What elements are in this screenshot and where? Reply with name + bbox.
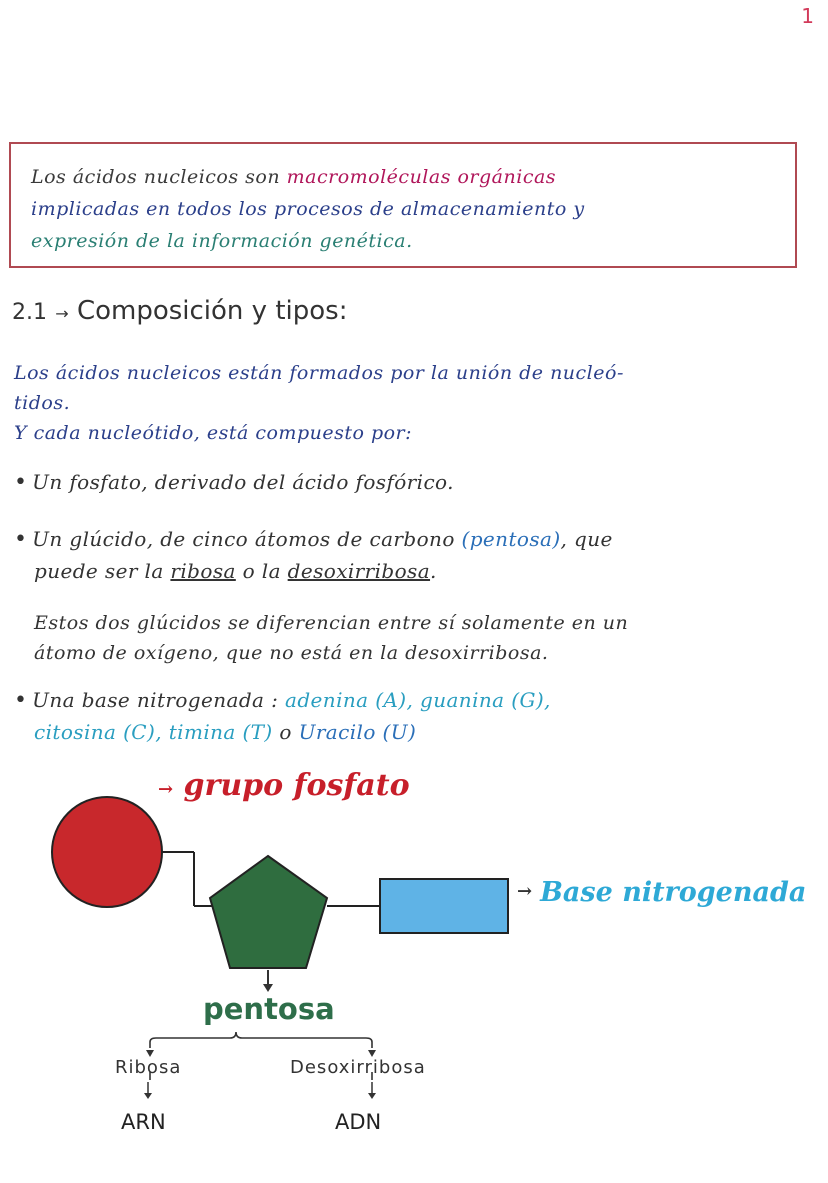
arrow-down-icon	[144, 1093, 152, 1099]
arrow-right-icon: →	[55, 304, 69, 323]
arrow-right-icon: →	[158, 779, 174, 800]
ribosa-label: Ribosa	[115, 1057, 182, 1078]
bullet-glucido	[14, 527, 613, 552]
arn-label: ARN	[121, 1110, 166, 1134]
bullet-text: Un fosfato, derivado del ácido fosfórico.	[32, 470, 454, 494]
bullet-text: o	[272, 720, 299, 744]
definition-highlight: macromoléculas orgánicas	[286, 166, 557, 188]
fosfato-circle	[52, 797, 162, 907]
bullet-text: Una base nitrogenada :	[32, 688, 286, 712]
page-number: 1	[801, 4, 814, 28]
bullet-dot: •	[14, 688, 27, 713]
note-line-2: átomo de oxígeno, que no está en la desoxirribosa.	[34, 642, 549, 664]
intro-line-2: tidos.	[14, 392, 71, 414]
bullet-text: puede ser la	[34, 559, 171, 583]
arrow-down-icon	[368, 1050, 376, 1057]
adn-label: ADN	[335, 1110, 382, 1134]
intro-line-1: Los ácidos nucleicos están formados por la unión de nucleó-	[14, 362, 624, 384]
small-arrows	[0, 1080, 828, 1110]
fosfato-label-text: grupo fosfato	[183, 768, 410, 803]
bullet-text: o la	[235, 559, 288, 583]
bullet-text: , que	[560, 527, 613, 551]
definition-line-3: expresión de la información genética.	[31, 230, 413, 252]
section-heading	[12, 296, 347, 326]
arrow-down-icon	[146, 1050, 154, 1057]
arrow-right-icon: →	[517, 881, 533, 902]
bullet-dot: •	[14, 527, 27, 552]
base-label	[517, 877, 807, 908]
ribosa-term: ribosa	[170, 559, 236, 583]
desoxirribosa-term: desoxirribosa	[287, 559, 431, 583]
pentosa-label: pentosa	[203, 992, 335, 1026]
base-rectangle	[380, 879, 508, 933]
base-label-text: Base nitrogenada	[540, 877, 807, 908]
definition-box	[9, 142, 797, 268]
bases-list: citosina (C), timina (T)	[34, 720, 273, 744]
nucleotide-diagram	[0, 760, 828, 1080]
arrow-down-icon	[263, 984, 273, 992]
pentosa-pentagon	[210, 856, 327, 968]
definition-highlight: almacenamiento y	[400, 198, 585, 220]
fosfato-label	[158, 768, 410, 803]
definition-line-1	[31, 166, 556, 188]
bullet-dot: •	[14, 470, 27, 495]
note-line-1: Estos dos glúcidos se diferencian entre sí solamente en un	[34, 612, 629, 634]
intro-line-3: Y cada nucleótido, está compuesto por:	[14, 422, 413, 444]
arrow-down-icon	[368, 1093, 376, 1099]
definition-text: implicadas en todos los procesos de	[31, 198, 401, 220]
bullet-glucido-line-2	[34, 559, 437, 583]
uracilo-term: Uracilo (U)	[298, 720, 417, 744]
section-title: Composición y tipos:	[76, 296, 348, 326]
section-number: 2.1	[12, 300, 47, 325]
pentosa-term: (pentosa)	[461, 527, 561, 551]
definition-line-2	[31, 198, 585, 220]
bullet-base-line-2	[34, 720, 416, 744]
bullet-text: .	[430, 559, 437, 583]
bullet-fosfato	[14, 470, 454, 495]
bullet-base	[14, 688, 551, 713]
bullet-text: Un glúcido, de cinco átomos de carbono	[32, 527, 462, 551]
desoxirribosa-label: Desoxirribosa	[290, 1057, 426, 1078]
definition-text: Los ácidos nucleicos son	[31, 166, 287, 188]
bases-list: adenina (A), guanina (G),	[285, 688, 551, 712]
